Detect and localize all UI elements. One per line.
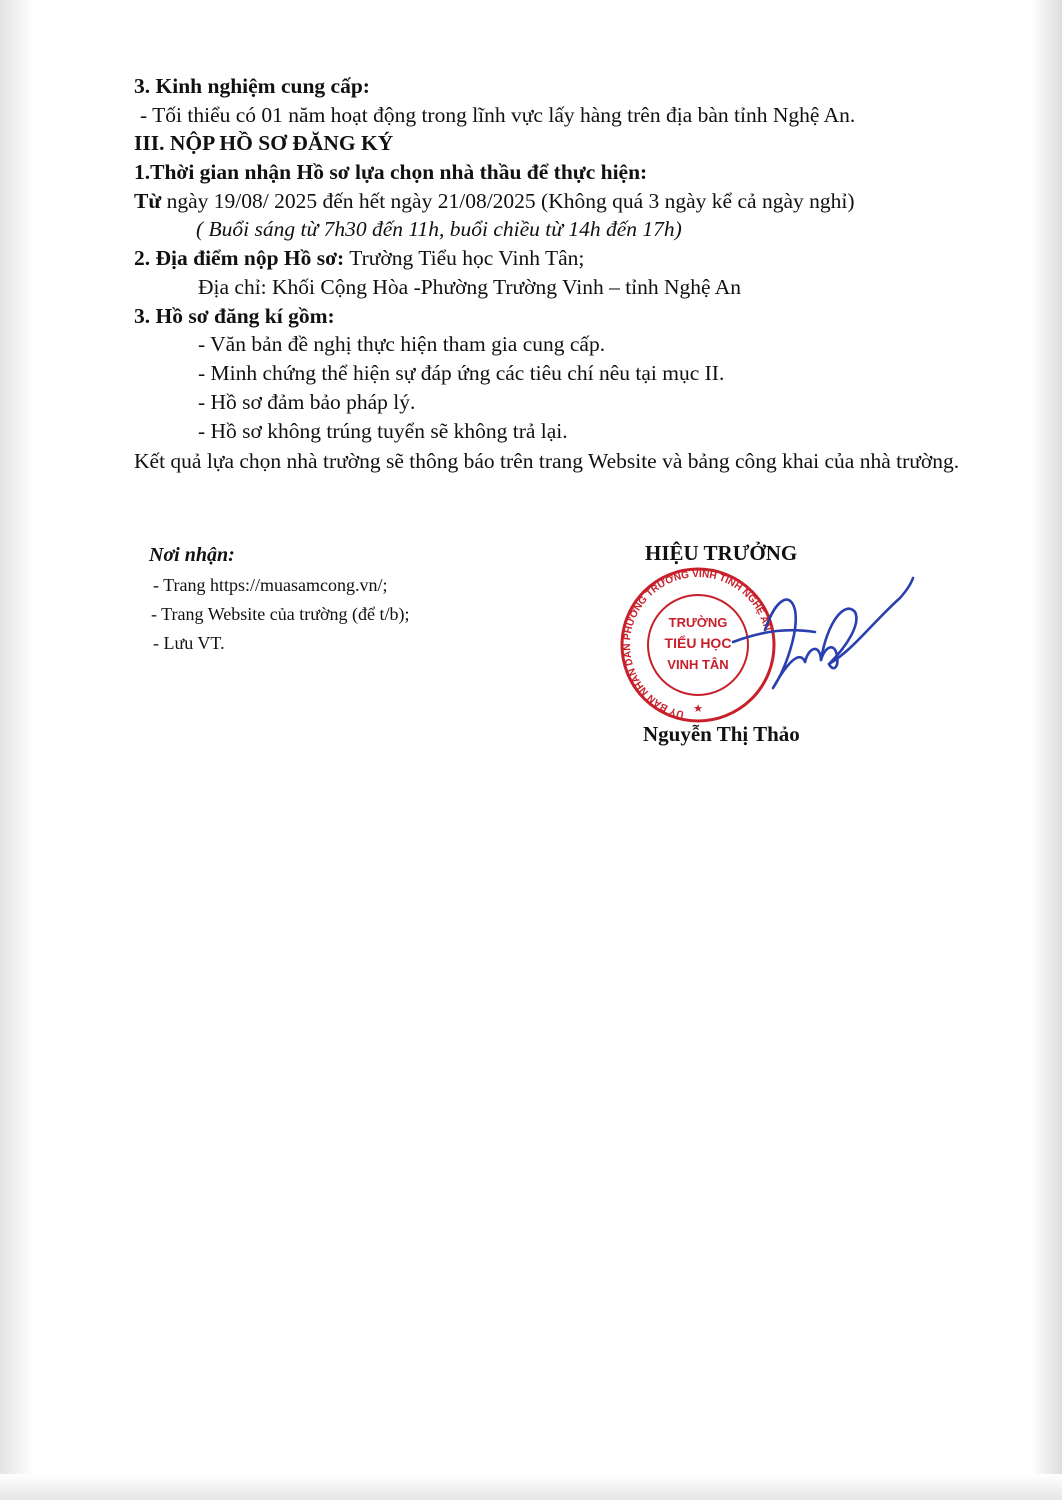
signer-title: HIỆU TRƯỞNG	[645, 541, 798, 565]
seal-line-3: VINH TÂN	[667, 657, 729, 672]
time-range-prefix: Từ	[134, 189, 162, 213]
time-range-text: ngày 19/08/ 2025 đến hết ngày 21/08/2025 (Không quá 3 ngày kể cả ngày nghỉ)	[161, 189, 855, 213]
recipients-heading: Nơi nhận:	[149, 544, 235, 566]
result-note: Kết quả lựa chọn nhà trường sẽ thông báo trên trang Website và bảng công khai của nhà trường.	[134, 449, 960, 473]
recipient-item: - Trang Website của trường (để t/b);	[151, 604, 410, 624]
documents-item: - Minh chứng thể hiện sự đáp ứng các tiêu chí nêu tại mục II.	[198, 361, 725, 385]
office-hours: ( Buổi sáng từ 7h30 đến 11h, buổi chiều từ 14h đến 17h)	[196, 217, 682, 241]
seal-ring-text: UỶ BAN NHÂN DÂN PHƯỜNG TRƯỜNG VINH TỈNH NGHỆ AN	[621, 568, 773, 720]
page-edge-shadow-bottom	[0, 1474, 1062, 1500]
signature-stamp-area	[615, 560, 915, 730]
place-heading: 2. Địa điểm nộp Hồ sơ:	[134, 246, 345, 270]
handwritten-signature-icon	[733, 578, 913, 688]
seal-line-1: TRƯỜNG	[668, 615, 728, 630]
page-edge-shadow-right	[1032, 0, 1062, 1500]
submission-heading: III. NỘP HỒ SƠ ĐĂNG KÝ	[134, 131, 394, 155]
recipient-item: - Trang https://muasamcong.vn/;	[153, 575, 388, 595]
seal-line-2: TIỂU HỌC	[664, 635, 732, 651]
official-seal-icon	[615, 560, 915, 730]
place-address: Địa chỉ: Khối Cộng Hòa -Phường Trường Vinh – tỉnh Nghệ An	[198, 275, 742, 299]
recipient-item: - Lưu VT.	[153, 633, 225, 653]
signer-name: Nguyễn Thị Thảo	[643, 722, 800, 746]
documents-heading: 3. Hồ sơ đăng kí gồm:	[134, 304, 335, 328]
place-value: Trường Tiểu học Vinh Tân;	[344, 246, 585, 270]
time-heading: 1.Thời gian nhận Hồ sơ lựa chọn nhà thầu để thực hiện:	[134, 160, 648, 184]
documents-item: - Hồ sơ đảm bảo pháp lý.	[198, 390, 416, 414]
time-range-line	[134, 187, 855, 215]
experience-heading: 3. Kinh nghiệm cung cấp:	[134, 74, 370, 98]
documents-item: - Văn bản đề nghị thực hiện tham gia cung cấp.	[198, 332, 606, 356]
place-line	[134, 244, 584, 272]
documents-item: - Hồ sơ không trúng tuyển sẽ không trả lại.	[198, 419, 568, 443]
page-edge-shadow-left	[0, 0, 34, 1500]
experience-item: - Tối thiểu có 01 năm hoạt động trong lĩnh vực lấy hàng trên địa bàn tỉnh Nghệ An.	[140, 103, 856, 127]
seal-star-icon: ★	[693, 703, 703, 715]
